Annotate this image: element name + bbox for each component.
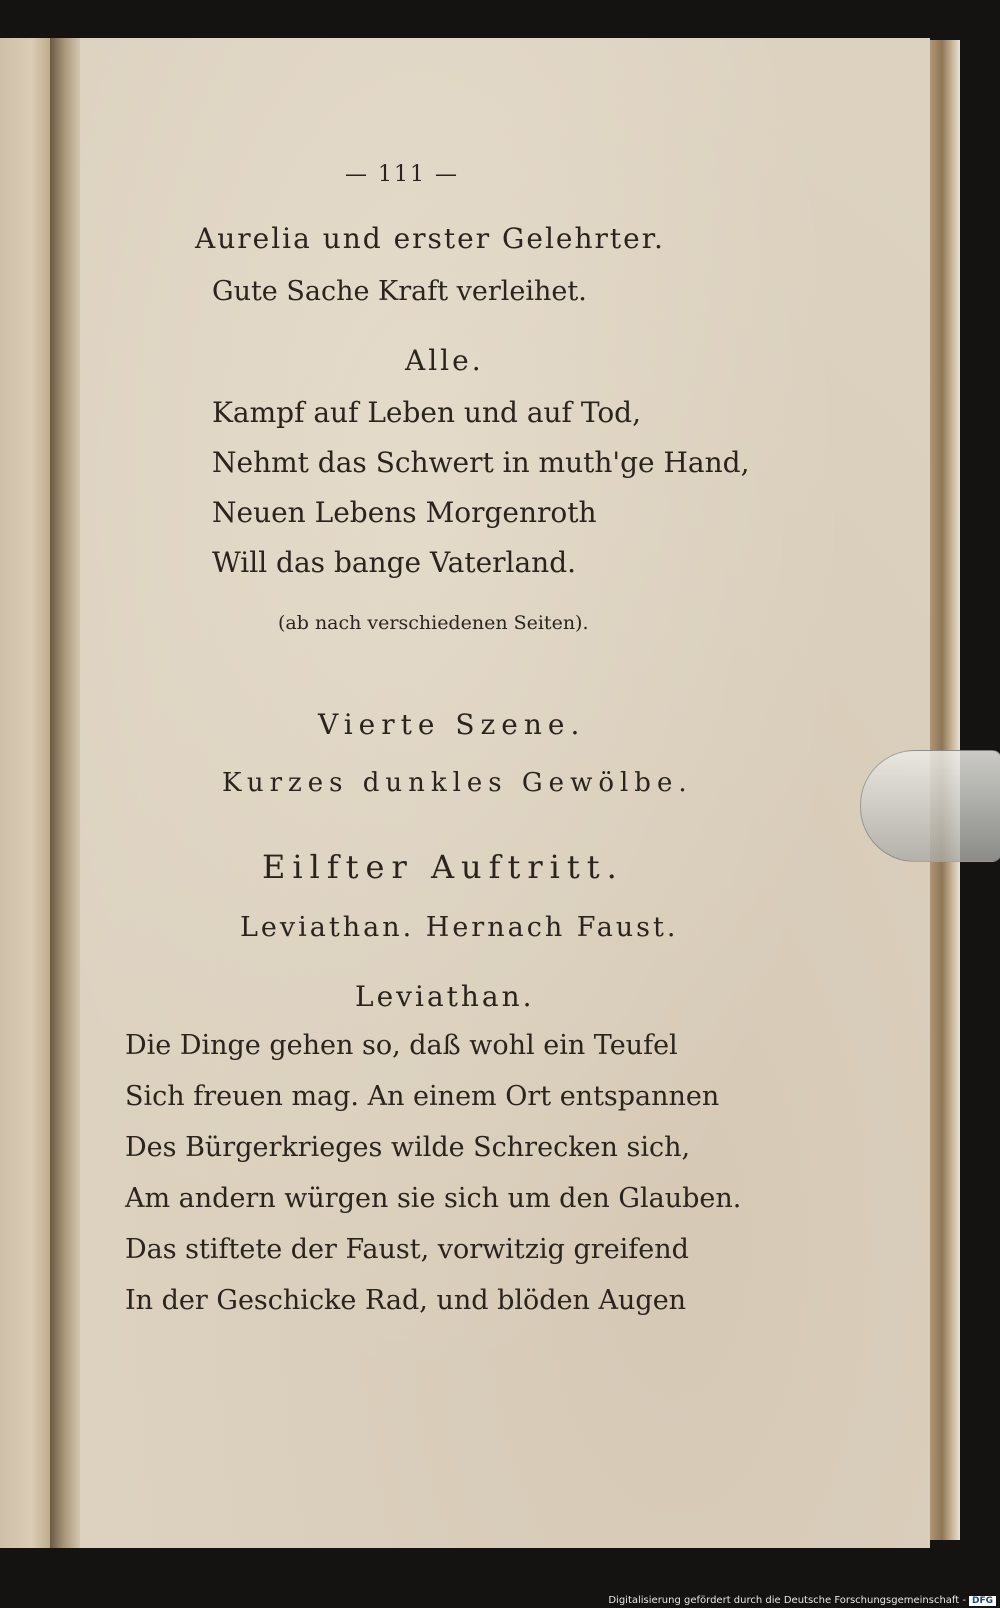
page-number: — 111 — [345,162,459,187]
stage-direction: (ab nach verschiedenen Seiten). [278,612,589,634]
prose-line: Des Bürgerkrieges wilde Schrecken sich, [125,1132,691,1163]
scene-title: Vierte Szene. [318,708,586,741]
prose-line: In der Geschicke Rad, und blöden Augen [125,1285,687,1316]
speaker-heading: Alle. [405,344,484,377]
book-gutter [50,38,82,1548]
verse-line: Neuen Lebens Morgenroth [212,496,597,529]
digitization-credit [608,1595,996,1606]
dfg-logo: DFG [969,1596,996,1606]
speaker-heading: Aurelia und erster Gelehrter. [195,222,665,255]
prose-line: Die Dinge gehen so, daß wohl ein Teufel [125,1030,678,1061]
verse-line: Nehmt das Schwert in muth'ge Hand, [212,446,750,479]
character-list: Leviathan. Hernach Faust. [240,912,679,943]
act-title: Eilfter Auftritt. [262,848,624,886]
credit-text: Digitalisierung gefördert durch die Deutsche Forschungsgemeinschaft - [608,1595,966,1606]
verse-line: Will das bange Vaterland. [212,546,577,579]
prose-line: Das stiftete der Faust, vorwitzig greifend [125,1234,689,1265]
verse-line: Kampf auf Leben und auf Tod, [212,396,641,429]
prose-line: Am andern würgen sie sich um den Glauben. [125,1183,742,1214]
previous-page-edge [0,38,52,1548]
speaker-heading: Leviathan. [355,980,535,1013]
prose-line: Sich freuen mag. An einem Ort entspannen [125,1081,720,1112]
dialogue-line: Gute Sache Kraft verleihet. [212,276,587,307]
page-clip [860,750,1000,862]
scene-location: Kurzes dunkles Gewölbe. [222,768,693,798]
